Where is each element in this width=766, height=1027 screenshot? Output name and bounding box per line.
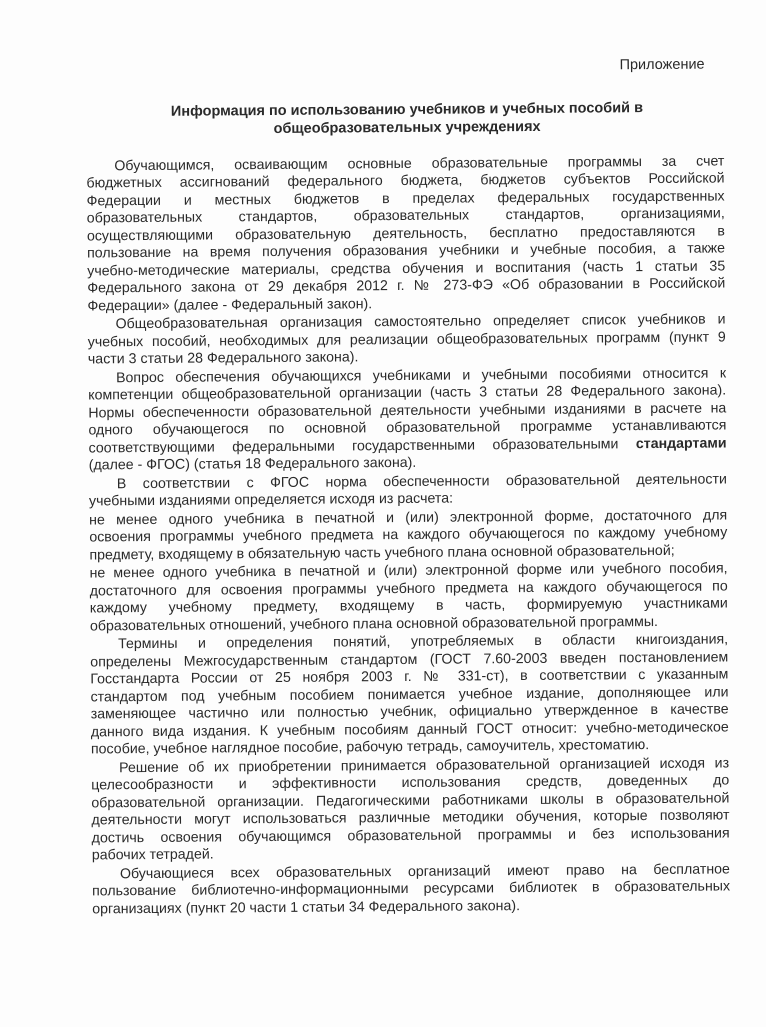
paragraph xyxy=(88,312,726,369)
text-line: учебными изданиями определяется исходя из расчета: xyxy=(88,490,454,510)
appendix-label: Приложение xyxy=(619,56,705,74)
text-line: одного обучающегося по основной образовательной программе устанавливаются xyxy=(88,417,727,439)
paragraph xyxy=(90,561,729,636)
text-line: определены Межгосударственным стандартом (ГОСТ 7.60-2003 введен постановлением xyxy=(90,649,729,671)
text-line: пользование на время получения образования учебники и учебные пособия, а также xyxy=(86,240,726,262)
text-line: не менее одного учебника в печатной и (или) электронной форме или учебного пособия, xyxy=(89,560,728,582)
text-line: стандартом под учебным пособием понимается учебное издание, дополняющее или xyxy=(90,684,729,706)
text-line: заменяющее частично или полностью учебник, официально утвержденное в качестве xyxy=(90,701,729,723)
paragraph xyxy=(89,471,727,511)
text-line: образовательных отношений, учебного плана основной образовательной программы. xyxy=(89,613,659,635)
text-line: достаточного для освоения программы учебного предмета на каждого обучающегося по xyxy=(89,578,728,600)
text-line: каждому учебному предмету, входящему в часть, формируемую участниками xyxy=(89,595,728,617)
paragraph xyxy=(88,365,727,475)
text-segment: соответствующими федеральными государственными образовательными xyxy=(88,435,619,457)
text-line: Обучающимся, осваивающим основные образовательные программы за счет xyxy=(114,153,725,175)
paragraph xyxy=(89,507,727,564)
text-line: Федерального закона от 29 декабря 2012 г. № 273-ФЭ «Об образовании в Российской xyxy=(87,275,726,297)
title-line: Информация по использованию учебников и учебных пособий в xyxy=(170,100,644,120)
text-line: Обучающиеся всех образовательных организаций имеют право на бесплатное xyxy=(119,861,730,882)
text-line: Федерации» (далее - Федеральный закон). xyxy=(87,295,373,315)
text-line: образовательной организации. Педагогическими работниками школы в образовательной xyxy=(91,790,730,812)
text-line: Общеобразовательная организация самостоятельно определяет список учебников и xyxy=(115,311,726,333)
text-line: Нормы обеспеченности образовательной деятельности учебными изданиями в расчете на xyxy=(88,400,727,422)
text-line: осуществляющими образовательную деятельность, бесплатно предоставляются в xyxy=(86,223,725,245)
text-line: Решение об их приобретении принимается образовательной организацией исходя из xyxy=(119,755,730,776)
text-line: освоения программы учебного предмета на каждого обучающегося по каждому учебному xyxy=(89,524,728,546)
text-line: достичь освоения обучающимся образовательной программы и без использования xyxy=(91,824,730,846)
text-line: рабочих тетрадей. xyxy=(91,846,214,864)
text-line: Вопрос обеспечения обучающихся учебниками и учебными пособиями относится к xyxy=(115,365,727,387)
document-body xyxy=(86,153,730,919)
text-line: компетенции общеобразовательной организации (часть 3 статьи 28 Федерального закона). xyxy=(88,382,727,404)
paragraph xyxy=(91,755,730,865)
text-line: не менее одного учебника в печатной и (или) электронной форме, достаточного для xyxy=(89,507,728,529)
text-line: целесообразности и эффективности использования средств, доведенных до xyxy=(91,772,730,794)
text-line: учебных пособий, необходимых для реализации общеобразовательных программ (пункт 9 xyxy=(87,329,726,351)
text-line: части 3 статьи 28 Федерального закона). xyxy=(87,349,359,368)
text-line: данного вида издания. К учебным пособиям данный ГОСТ относит: учебно-методическое xyxy=(90,719,729,741)
paragraph xyxy=(90,632,729,759)
paragraph xyxy=(92,861,730,918)
text-line: (далее - ФГОС) (статья 18 Федерального закона). xyxy=(88,454,417,474)
text-line: В соответствии с ФГОС норма обеспеченности образовательной деятельности xyxy=(116,471,727,492)
bold-term: стандартами xyxy=(635,435,727,452)
text-line: Госстандарта России от 25 ноября 2003 г. № 331-ст), в соответствии с указанным xyxy=(90,666,729,688)
text-line: пособие, учебное наглядное пособие, рабочую тетрадь, самоучитель, хрестоматию. xyxy=(90,737,650,758)
text-line: образовательных стандартов, образовательных стандартов, организациями, xyxy=(86,205,725,227)
text-line: пользование библиотечно-информационными ресурсами библиотек в образовательных xyxy=(92,878,731,900)
text-line: Федерации и местных бюджетов в пределах федеральных государственных xyxy=(86,188,725,210)
title-line: общеобразовательных учреждениях xyxy=(273,118,541,137)
text-line: Термины и определения понятий, употребляемых в области книгоиздания, xyxy=(118,631,729,653)
text-line: предмету, входящему в обязательную часть учебного плана основной образовательной; xyxy=(89,542,675,564)
text-line: учебно-методические материалы, средства обучения и воспитания (часть 1 статьи 35 xyxy=(87,258,726,280)
text-line: деятельности могут использоваться различные методики обучения, которые позволяют xyxy=(91,807,730,829)
text-line: бюджетных ассигнований федерального бюджета, бюджетов субъектов Российской xyxy=(86,170,725,192)
document-title xyxy=(87,99,727,139)
paragraph xyxy=(86,153,725,315)
text-line: организациях (пункт 20 части 1 статьи 34 Федерального закона). xyxy=(92,897,521,917)
